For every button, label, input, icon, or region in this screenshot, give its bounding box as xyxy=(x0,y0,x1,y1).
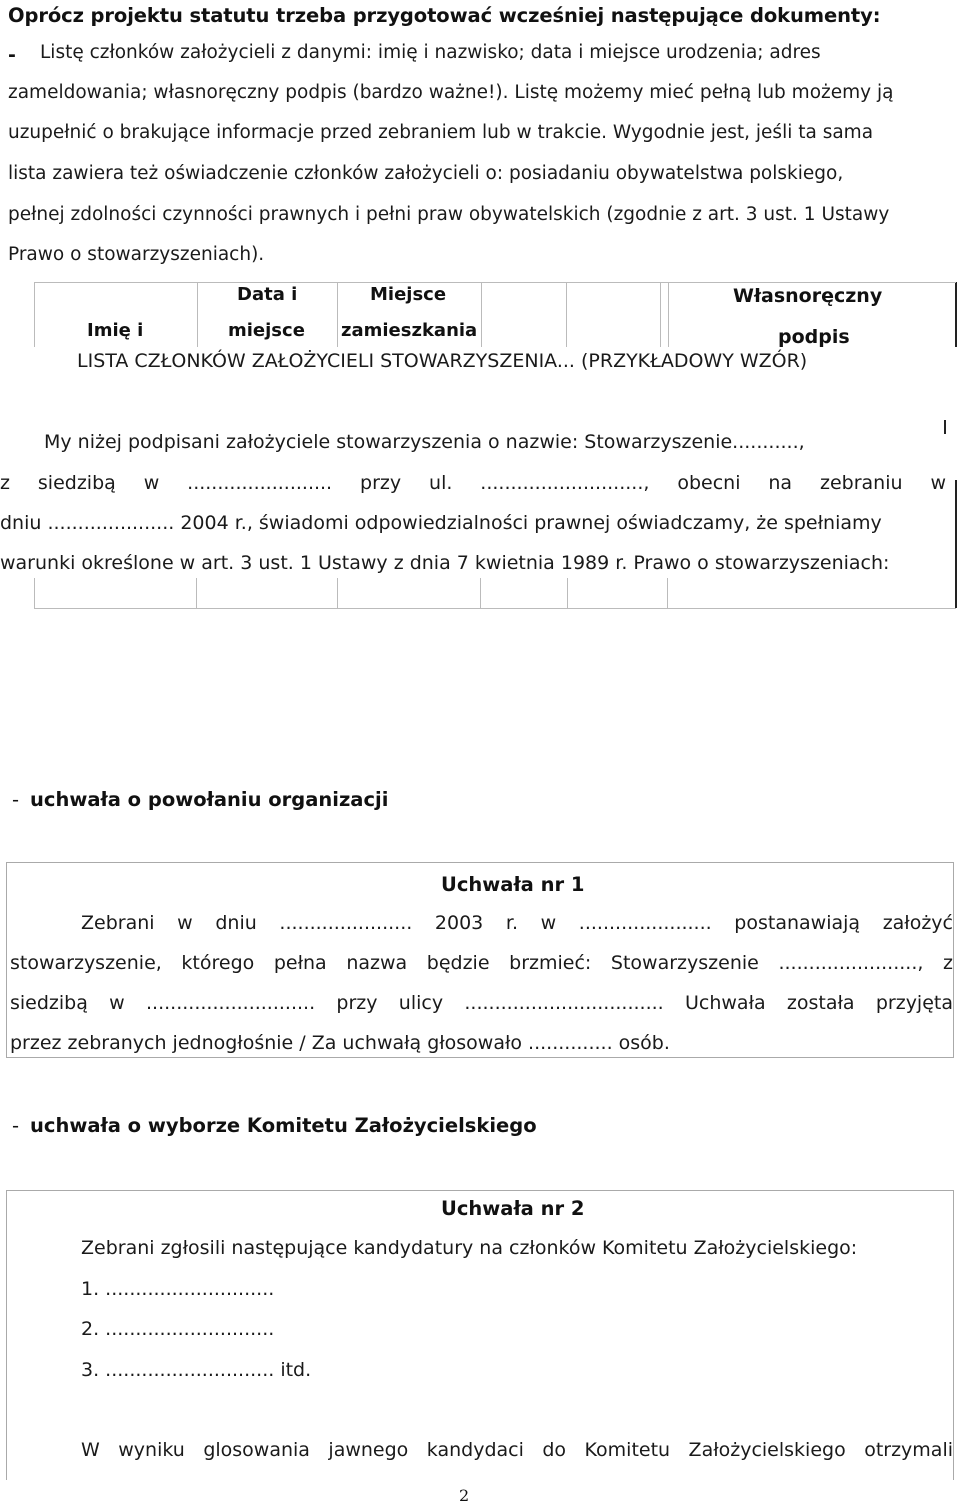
resolution-1-line-1: Zebrani w dniu ...................... 2003 r. w ...................... postanawiają założyć xyxy=(81,912,953,934)
page-number: 2 xyxy=(459,1486,470,1504)
section1-heading: uchwała o powołaniu organizacji xyxy=(30,788,389,811)
intro-line-3: uzupełnić o brakujące informacje przed zebraniem lub w trakcie. Wygodnie jest, jeśli ta sama xyxy=(8,122,874,143)
resolution-1-title: Uchwała nr 1 xyxy=(441,873,585,896)
resolution-2-title: Uchwała nr 2 xyxy=(441,1197,585,1220)
section2-dash: - xyxy=(12,1114,20,1137)
resolution-1-line-4: przez zebranych jednogłośnie / Za uchwałą głosowało .............. osób. xyxy=(10,1032,670,1054)
list-title: LISTA CZŁONKÓW ZAŁOŻYCIELI STOWARZYSZENIA... (PRZYKŁADOWY WZÓR) xyxy=(77,350,808,372)
resolution-2-line-1: Zebrani zgłosili następujące kandydatury na członków Komitetu Założycielskiego: xyxy=(81,1237,858,1259)
col-data-header-2: miejsce xyxy=(228,320,305,341)
col-miejsce-header-1: Miejsce xyxy=(370,284,447,305)
candidate-1: 1. ............................ xyxy=(81,1278,275,1300)
intro-line-1: Listę członków założycieli z danymi: imię i nazwisko; data i miejsce urodzenia; adres xyxy=(40,42,821,63)
resolution-1-box xyxy=(6,862,954,1058)
col-miejsce-header-2: zamieszkania xyxy=(341,320,478,341)
intro-line-5: pełnej zdolności czynności prawnych i pełni praw obywatelskich (zgodnie z art. 3 ust. 1 Ustawy xyxy=(8,204,890,225)
resolution-1-line-3: siedzibą w ............................ przy ulicy ................................. Uchwała została przyjęta xyxy=(10,992,953,1014)
intro-line-2: zameldowania; własnoręczny podpis (bardzo ważne!). Listę możemy mieć pełną lub możemy ją xyxy=(8,82,894,103)
intro-line-4: lista zawiera też oświadczenie członków założycieli o: posiadaniu obywatelstwa polskiego, xyxy=(8,163,844,184)
declaration-line-1: My niżej podpisani założyciele stowarzyszenia o nazwie: Stowarzyszenie..........., xyxy=(44,431,805,453)
col-podpis-header-2: podpis xyxy=(778,326,850,348)
resolution-2-line-last: W wyniku glosowania jawnego kandydaci do Komitetu Założycielskiego otrzymali xyxy=(81,1439,953,1461)
candidate-2: 2. ............................ xyxy=(81,1318,275,1340)
declaration-line-3: dniu ..................... 2004 r., świadomi odpowiedzialności prawnej oświadczamy, że spełniamy xyxy=(0,512,882,534)
section1-dash: - xyxy=(12,788,20,811)
resolution-1-line-2: stowarzyszenie, którego pełna nazwa będzie brzmieć: Stowarzyszenie ......................., z xyxy=(10,952,953,974)
resolution-2-box xyxy=(6,1190,954,1480)
declaration-line-2: z siedzibą w ........................ przy ul. ..........................., obecni na zebraniu w xyxy=(0,472,946,494)
col-podpis-header-1: Własnoręczny xyxy=(733,285,883,307)
section2-heading: uchwała o wyborze Komitetu Założycielskiego xyxy=(30,1114,537,1137)
intro-line-6: Prawo o stowarzyszeniach). xyxy=(8,244,265,265)
col-imie-header: Imię i xyxy=(87,320,144,341)
intro-title: Oprócz projektu statutu trzeba przygotować wcześniej następujące dokumenty: xyxy=(8,4,881,27)
candidate-3: 3. ............................ itd. xyxy=(81,1359,312,1381)
declaration-line-4: warunki określone w art. 3 ust. 1 Ustawy z dnia 7 kwietnia 1989 r. Prawo o stowarzyszeniach: xyxy=(0,552,890,574)
col-data-header-1: Data i xyxy=(237,284,298,305)
bullet-dash: - xyxy=(8,44,16,66)
